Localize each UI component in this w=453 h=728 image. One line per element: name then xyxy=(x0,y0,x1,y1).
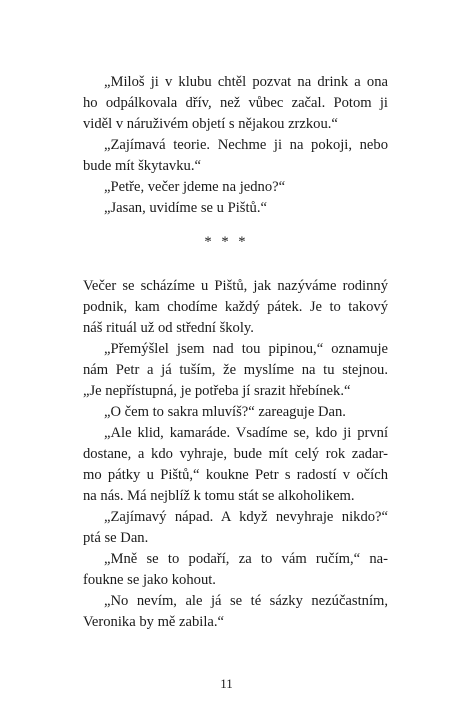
text-line: „Přemýšlel jsem nad tou pipinou,“ oznamuje xyxy=(104,341,388,357)
text-line: dostane, a kdo vyhraje, bude mít celý rok zadar- xyxy=(83,446,388,462)
text-line: nám Petr a já tuším, že myslíme na tu stejnou. xyxy=(83,362,388,378)
text-line: náš rituál už od střední školy. xyxy=(83,320,254,336)
text-line: ptá se Dan. xyxy=(83,530,149,546)
text-line: viděl v náruživém objetí s nějakou zrzkou.“ xyxy=(83,116,338,132)
text-line: bude mít škytavku.“ xyxy=(83,158,201,174)
paragraph xyxy=(83,591,388,633)
paragraph xyxy=(83,276,388,339)
text-block-bottom xyxy=(83,276,388,633)
text-line: „Je nepřístupná, je potřeba jí srazit hřebínek.“ xyxy=(83,383,351,399)
text-line: „Petře, večer jdeme na jedno?“ xyxy=(104,179,286,195)
text-line: „Ale klid, kamaráde. Vsadíme se, kdo ji první xyxy=(104,425,388,441)
text-line: „Miloš ji v klubu chtěl pozvat na drink a ona xyxy=(104,74,388,90)
text-line: „O čem to sakra mluvíš?“ zareaguje Dan. xyxy=(104,404,346,420)
text-line: „Jasan, uvidíme se u Pištů.“ xyxy=(104,200,267,216)
page-number: 11 xyxy=(220,676,233,691)
text-line: Veronika by mě zabila.“ xyxy=(83,614,225,630)
text-line: ho odpálkovala dřív, než vůbec začal. Potom ji xyxy=(83,95,388,111)
paragraph xyxy=(83,507,388,549)
text-block-top xyxy=(83,72,388,219)
paragraph xyxy=(83,549,388,591)
text-line: „Zajímavá teorie. Nechme ji na pokoji, nebo xyxy=(104,137,388,153)
text-line: mo pátky u Pištů,“ koukne Petr s radostí v očích xyxy=(83,467,388,483)
text-line: na nás. Má nejblíž k tomu stát se alkoholikem. xyxy=(83,488,355,504)
text-line: Večer se scházíme u Pištů, jak nazýváme rodinný xyxy=(83,278,388,294)
text-line: foukne se jako kohout. xyxy=(83,572,216,588)
paragraph xyxy=(83,198,388,219)
paragraph xyxy=(83,339,388,402)
text-line: „No nevím, ale já se té sázky nezúčastním, xyxy=(104,593,388,609)
paragraph xyxy=(83,135,388,177)
text-line: „Zajímavý nápad. A když nevyhraje nikdo?“ xyxy=(104,509,388,525)
text-line: podnik, kam chodíme každý pátek. Je to takový xyxy=(83,299,388,315)
paragraph xyxy=(83,177,388,198)
paragraph xyxy=(83,402,388,423)
section-separator: * * * xyxy=(204,234,249,250)
text-line: „Mně se to podaří, za to vám ručím,“ na- xyxy=(104,551,388,567)
paragraph xyxy=(83,72,388,135)
paragraph xyxy=(83,423,388,507)
